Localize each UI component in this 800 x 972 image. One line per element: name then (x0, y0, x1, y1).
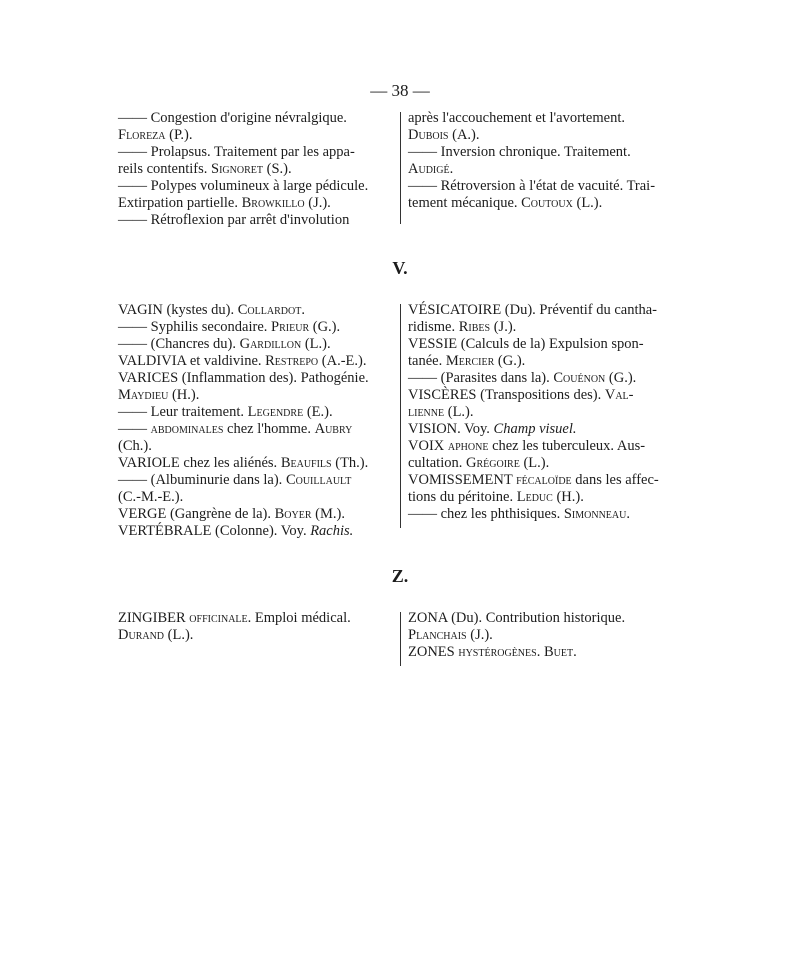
entry-text: . Emploi médical. (247, 610, 351, 626)
dash-marker: —— (408, 178, 441, 194)
entry-text: (Ch.). (118, 438, 152, 454)
entry-text: (Parasites dans la). (440, 370, 554, 386)
top-right-column (408, 110, 680, 212)
entry-text: ZONES (408, 644, 459, 660)
author-name: Beaufils (280, 455, 332, 471)
index-entry-line (118, 387, 388, 404)
section-heading-v: V. (392, 258, 408, 278)
entry-text: (H.). (168, 387, 200, 403)
entry-text: (C.-M.-E.). (118, 489, 184, 505)
cross-reference: Champ visuel. (493, 421, 577, 437)
index-entry-line (408, 127, 680, 144)
index-entry-line (118, 627, 388, 644)
column-divider (400, 304, 401, 528)
entry-text: après l'accouchement et l'avortement. (408, 110, 625, 126)
entry-text: (L.). (572, 195, 603, 211)
author-name: Simonneau (563, 506, 627, 522)
author-name: officinale (189, 610, 248, 626)
index-entry-line (118, 506, 388, 523)
author-name: Couillault (285, 472, 352, 488)
dash-marker: —— (408, 370, 441, 386)
author-name: Ribes (458, 319, 491, 335)
entry-text: VARICES (Inflammation des). Pathogénie. (118, 370, 369, 386)
entry-text: VÉSICATOIRE (Du). Préventif du cantha- (408, 302, 657, 318)
index-entry-line (118, 161, 388, 178)
index-entry-line (408, 644, 680, 661)
author-name: Couénon (553, 370, 606, 386)
index-entry-line (408, 178, 680, 195)
entry-text: Leur traitement. (150, 404, 248, 420)
author-name: Planchais (408, 627, 467, 643)
author-name: Aubry (314, 421, 353, 437)
entry-text: VERTÉBRALE (Colonne). Voy. (118, 523, 311, 539)
dash-marker: —— (118, 336, 151, 352)
index-entry-line (408, 336, 680, 353)
author-name: lienne (408, 404, 445, 420)
entry-text: ZINGIBER (118, 610, 190, 626)
index-entry-line (408, 438, 680, 455)
entry-text: (L.). (444, 404, 474, 420)
author-name: Dubois (408, 127, 449, 143)
entry-text: tement mécanique. (408, 195, 522, 211)
index-entry-line (408, 506, 680, 523)
author-name: Restrepo (265, 353, 319, 369)
entry-text: VISCÈRES (Transpositions des). (408, 387, 605, 403)
index-entry-line (408, 302, 680, 319)
entry-text: Congestion d'origine névralgique. (150, 110, 347, 126)
entry-text: tions du péritoine. (408, 489, 517, 505)
index-entry-line (118, 523, 388, 540)
author-name: aphone (447, 438, 489, 454)
author-name: Signoret (211, 161, 263, 177)
entry-text: (L.). (519, 455, 550, 471)
entry-text: (S.). (262, 161, 292, 177)
entry-text: (L.). (301, 336, 331, 352)
entry-text: VESSIE (Calculs de la) Expulsion spon- (408, 336, 644, 352)
entry-text: VOIX (408, 438, 448, 454)
index-entry-line (408, 161, 680, 178)
index-entry-line (408, 472, 680, 489)
entry-text: Syphilis secondaire. (150, 319, 272, 335)
index-entry-line (118, 370, 388, 387)
index-entry-line (118, 455, 388, 472)
index-entry-line (408, 489, 680, 506)
entry-text: chez les phthisiques. (440, 506, 564, 522)
entry-text: (Chancres du). (150, 336, 240, 352)
author-name: Audigé (408, 161, 450, 177)
index-entry-line (408, 144, 680, 161)
dash-marker: —— (118, 472, 151, 488)
index-entry-line (118, 489, 388, 506)
index-entry-line (118, 472, 388, 489)
dash-marker: —— (118, 144, 151, 160)
entry-text: . (449, 161, 454, 177)
entry-text: Polypes volumineux à large pédicule. (150, 178, 369, 194)
entry-text: (Th.). (331, 455, 369, 471)
entry-text: Rétroversion à l'état de vacuité. Trai- (440, 178, 656, 194)
entry-text: VOMISSEMENT (408, 472, 517, 488)
entry-text: (P.). (165, 127, 193, 143)
index-entry-line (408, 370, 680, 387)
dash-marker: —— (118, 178, 151, 194)
index-entry-line (118, 212, 388, 229)
index-entry-line (118, 178, 388, 195)
entry-text: Rétroflexion par arrêt d'involution (150, 212, 350, 228)
index-entry-line (118, 438, 388, 455)
index-entry-line (118, 110, 388, 127)
entry-text: (H.). (552, 489, 584, 505)
entry-text: VAGIN (kystes du). (118, 302, 238, 318)
entry-text: (J.). (304, 195, 331, 211)
author-name: abdominales (150, 421, 224, 437)
entry-text: (G.). (605, 370, 637, 386)
entry-text: cultation. (408, 455, 466, 471)
author-name: Val- (604, 387, 634, 403)
dash-marker: —— (118, 110, 151, 126)
author-name: Mercier (445, 353, 495, 369)
dash-marker: —— (118, 404, 151, 420)
entry-text: (G.). (494, 353, 526, 369)
entry-text: (A.-E.). (318, 353, 367, 369)
index-entry-line (118, 353, 388, 370)
author-name: Browkillo (241, 195, 305, 211)
index-entry-line (118, 144, 388, 161)
cross-reference: Rachis. (310, 523, 354, 539)
author-name: Leduc (516, 489, 553, 505)
entry-text: (A.). (448, 127, 480, 143)
index-entry-line (408, 455, 680, 472)
dash-marker: —— (118, 212, 151, 228)
entry-text: (Albuminurie dans la). (150, 472, 286, 488)
author-name: fécaloïde (516, 472, 572, 488)
section-heading-z: Z. (391, 566, 409, 586)
entry-text: chez l'homme. (223, 421, 315, 437)
entry-text: . (301, 302, 305, 318)
section-v-block (118, 302, 688, 542)
entry-text: Extirpation partielle. (118, 195, 242, 211)
index-entry-line (408, 421, 680, 438)
index-entry-line (408, 195, 680, 212)
dash-marker: —— (408, 506, 441, 522)
v-left-column (118, 302, 388, 540)
dash-marker: —— (118, 421, 151, 437)
author-name: Grégoire (466, 455, 520, 471)
entry-text: (E.). (303, 404, 333, 420)
z-left-column (118, 610, 388, 644)
v-right-column (408, 302, 680, 523)
column-divider (400, 112, 401, 224)
author-name: hystérogènes (458, 644, 537, 660)
entry-text: . (573, 644, 577, 660)
page-number: — 38 — (370, 81, 430, 100)
entry-text: (J.). (490, 319, 517, 335)
entry-text: chez les tuberculeux. Aus- (488, 438, 646, 454)
column-divider (400, 612, 401, 666)
author-name: Collardot (237, 302, 302, 318)
entry-text: VALDIVIA et valdivine. (118, 353, 266, 369)
author-name: Maydieu (118, 387, 169, 403)
entry-text: (L.). (164, 627, 194, 643)
entry-text: VERGE (Gangrène de la). (118, 506, 275, 522)
index-entry-line (118, 127, 388, 144)
entry-text: ridisme. (408, 319, 459, 335)
entry-text: Inversion chronique. Traitement. (440, 144, 631, 160)
entry-text: reils contentifs. (118, 161, 212, 177)
index-entry-line (408, 387, 680, 404)
index-entry-line (408, 319, 680, 336)
dash-marker: —— (118, 319, 151, 335)
author-name: Boyer (274, 506, 312, 522)
index-entry-line (408, 610, 680, 627)
author-name: Gardillon (239, 336, 302, 352)
index-entry-line (408, 110, 680, 127)
index-entry-line (118, 610, 388, 627)
entry-text: VARIOLE chez les aliénés. (118, 455, 281, 471)
author-name: Buet (543, 644, 574, 660)
dash-marker: —— (408, 144, 441, 160)
top-left-column (118, 110, 388, 229)
index-entry-line (118, 336, 388, 353)
index-entry-line (118, 195, 388, 212)
entry-text: . (536, 644, 544, 660)
index-entry-line (118, 319, 388, 336)
entry-text: (G.). (309, 319, 341, 335)
index-entry-line (408, 353, 680, 370)
index-entry-line (408, 404, 680, 421)
index-entry-line (118, 404, 388, 421)
entry-text: VISION. Voy. (408, 421, 494, 437)
entry-text: dans les affec- (571, 472, 659, 488)
index-entry-line (118, 421, 388, 438)
entry-text: tanée. (408, 353, 446, 369)
author-name: Coutoux (521, 195, 573, 211)
entry-text: (M.). (311, 506, 345, 522)
entry-text: ZONA (Du). Contribution historique. (408, 610, 626, 626)
z-right-column (408, 610, 680, 661)
entry-text: (J.). (466, 627, 493, 643)
entry-text: . (626, 506, 630, 522)
author-name: Durand (118, 627, 165, 643)
author-name: Legendre (247, 404, 304, 420)
index-entry-line (118, 302, 388, 319)
index-entry-line (408, 627, 680, 644)
section-z-block (118, 610, 688, 670)
entry-text: Prolapsus. Traitement par les appa- (150, 144, 355, 160)
author-name: Prieur (271, 319, 310, 335)
author-name: Floreza (118, 127, 166, 143)
top-continuation-block (118, 110, 688, 230)
